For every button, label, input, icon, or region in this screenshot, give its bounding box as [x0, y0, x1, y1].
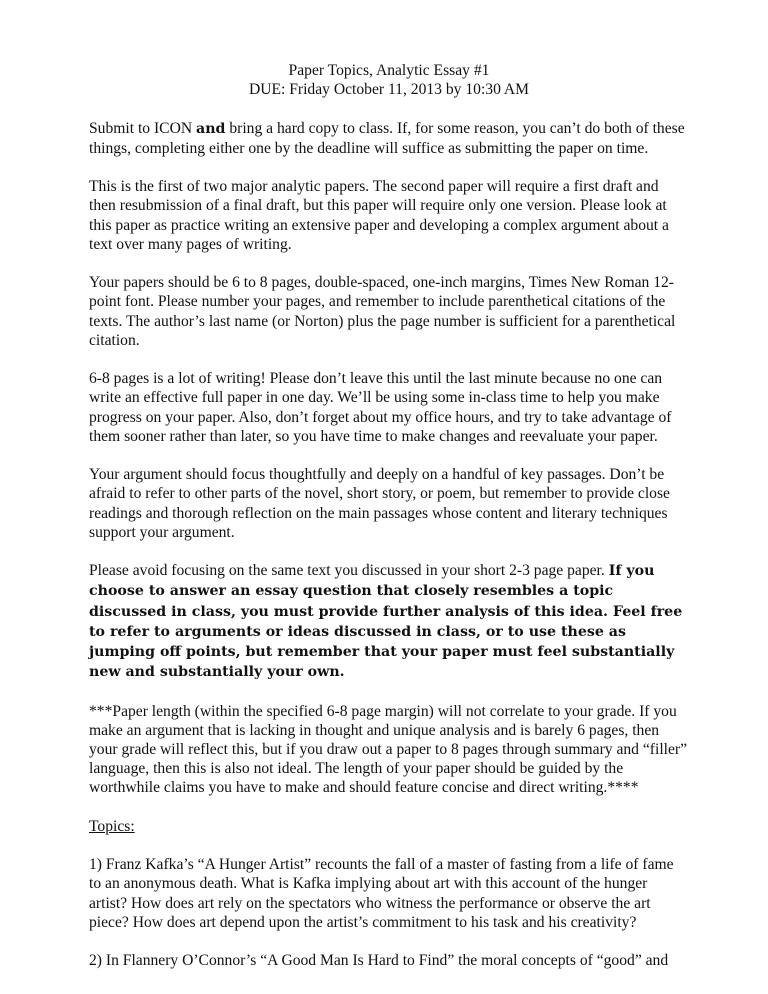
text: 6-8 pages is a lot of writing! Please don’t leave this until the last minute because no one can write an effective full paper in one day. We’ll be using some in-class time to help you make progress on your paper. Also, don’t forget about my office hours, and try to take advantage of them sooner rather than later, so you have time to make changes and reevaluate your paper. — [89, 370, 672, 445]
text: This is the first of two major analytic papers. The second paper will require a first draft and then resubmission of a final draft, but this paper will require only one version. Please look at this paper as practice writing an extensive paper and developing a complex argument about a text over many pages of writing. — [89, 178, 669, 253]
text: Submit to ICON — [89, 119, 197, 137]
paragraph — [89, 369, 689, 446]
text: 1) Franz Kafka’s “A Hunger Artist” recounts the fall of a master of fasting from a life of fame to an anonymous death. What is Kafka implying about art with this account of the hunger artist? How does art rely on the spectators who witness the performance or observe the art piece? How does art depend upon the artist’s commitment to his task and his creativity? — [89, 856, 674, 931]
paragraph — [89, 702, 689, 798]
paragraph — [89, 177, 689, 254]
text: Topics: — [89, 817, 135, 835]
text: Your argument should focus thoughtfully and deeply on a handful of key passages. Don’t be afraid to refer to other parts of the novel, short story, or poem, but remember to provide close readings and thorough reflection on the main passages whose content and literary techniques support your argument. — [89, 466, 670, 541]
paragraph — [89, 855, 689, 932]
text: ***Paper length (within the specified 6-8 page margin) will not correlate to your grade. If you make an argument that is lacking in thought and unique analysis and is barely 6 pages, then your grade will reflect this, but if you draw out a paper to 8 pages through summary and “filler” language, then this is also not ideal. The length of your paper should be guided by the worthwhile claims you have to make and should feature concise and direct writing.**** — [89, 702, 688, 797]
text: bring a hard copy to class. If, for some reason, you can’t do both of these things, completing either one by the deadline will suffice as submitting the paper on time. — [89, 119, 685, 157]
paragraph — [89, 561, 689, 682]
document-page — [89, 61, 689, 990]
document-title: Paper Topics, Analytic Essay #1 — [288, 62, 490, 79]
bold-text: and — [196, 120, 226, 137]
due-date: DUE: Friday October 11, 2013 by 10:30 AM — [248, 81, 530, 99]
paragraph — [89, 465, 689, 542]
text: 2) In Flannery O’Connor’s “A Good Man Is Hard to Find” the moral concepts of “good” and — [89, 952, 669, 970]
document-body — [89, 119, 689, 971]
bold-text: If you choose to answer an essay question that closely resembles a topic discussed in class, you must provide further analysis of this idea. Feel free to refer to arguments or ideas discussed in class, or to use these as jumping off points, but remember that your paper must feel substantially new and substantially your own. — [89, 563, 683, 681]
text: Your papers should be 6 to 8 pages, double-spaced, one-inch margins, Times New Roman 12-point font. Please number your pages, and remember to include parenthetical citations of the texts. The author’s last name (or Norton) plus the page number is sufficient for a parenthetical citation. — [89, 274, 676, 349]
paragraph — [89, 951, 689, 970]
document-header — [89, 61, 689, 99]
paragraph — [89, 119, 689, 158]
paragraph — [89, 273, 689, 350]
text: Please avoid focusing on the same text you discussed in your short 2-3 page paper. — [89, 562, 609, 580]
topics-heading — [89, 817, 689, 836]
